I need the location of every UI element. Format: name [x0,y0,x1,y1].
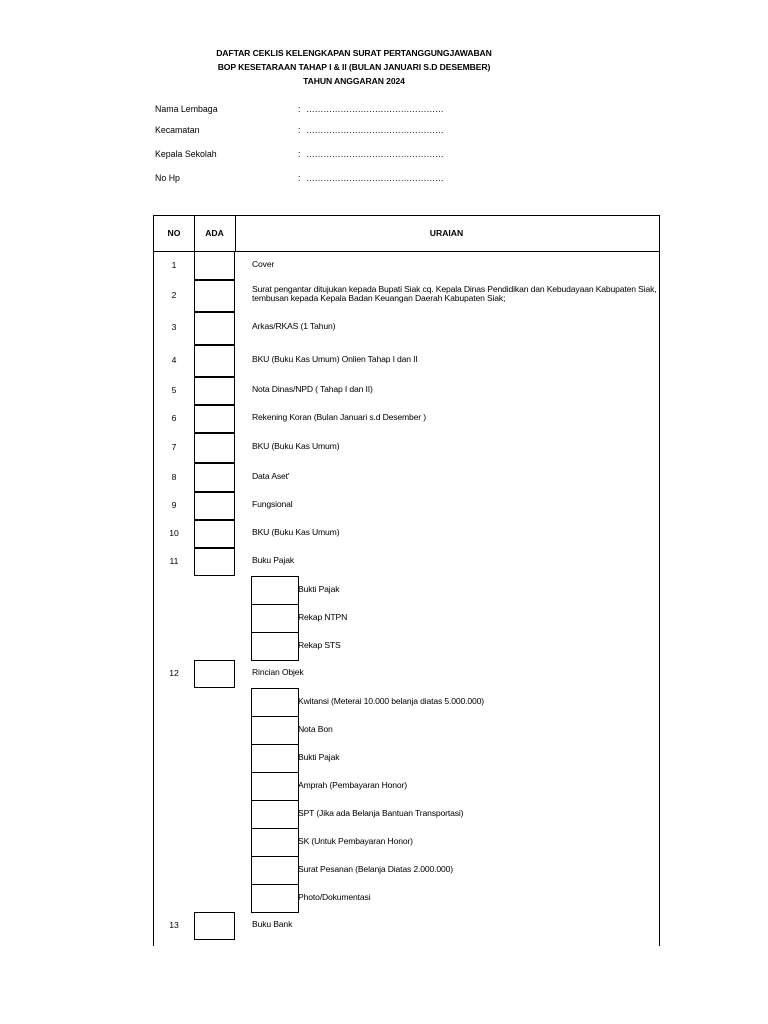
field-label-kecamatan: Kecamatan [155,125,200,135]
sub-item-label: Rekap STS [298,640,341,650]
row-number: 12 [169,668,179,678]
checkbox-ada[interactable] [194,405,235,433]
field-label-kepala-sekolah: Kepala Sekolah [155,149,217,159]
field-value-kecamatan[interactable]: ………………………………………… [306,125,444,135]
row-description: BKU (Buku Kas Umum) [252,527,340,537]
sub-item-label: Bukti Pajak [298,752,340,762]
row-description: Rincian Objek [252,667,304,677]
column-header-ada: ADA [205,228,224,238]
checkbox-ada[interactable] [194,912,235,940]
sub-checkbox[interactable] [251,828,299,857]
document-title-line-1: DAFTAR CEKLIS KELENGKAPAN SURAT PERTANGGUNGJAWABAN [216,48,492,58]
checkbox-ada[interactable] [194,548,235,576]
sub-checkbox[interactable] [251,744,299,773]
sub-item-label: Surat Pesanan (Belanja Diatas 2.000.000) [298,864,453,874]
document-title-line-3: TAHUN ANGGARAN 2024 [303,76,405,86]
row-number: 1 [171,260,177,270]
checkbox-ada[interactable] [194,312,235,345]
checkbox-ada[interactable] [194,520,235,548]
checkbox-ada[interactable] [194,345,235,377]
field-value-nama-lembaga[interactable]: ………………………………………… [306,104,444,114]
checkbox-ada[interactable] [194,433,235,463]
row-number: 9 [171,500,177,510]
checkbox-ada[interactable] [194,377,235,405]
sub-checkbox[interactable] [251,576,299,605]
sub-item-label: Kwitansi (Meterai 10.000 belanja diatas 5.000.000) [298,696,484,706]
sub-item-label: Amprah (Pembayaran Honor) [298,780,407,790]
checkbox-ada[interactable] [194,492,235,520]
sub-checkbox[interactable] [251,604,299,633]
sub-item-label: Nota Bon [298,724,333,734]
sub-checkbox[interactable] [251,688,299,717]
field-label-no-hp: No Hp [155,173,180,183]
field-label-nama-lembaga: Nama Lembaga [155,104,218,114]
row-number: 6 [171,413,177,423]
field-colon: : [298,173,301,183]
sub-checkbox[interactable] [251,632,299,661]
checkbox-ada[interactable] [194,251,235,280]
field-colon: : [298,125,301,135]
field-value-kepala-sekolah[interactable]: ………………………………………… [306,149,444,159]
row-number: 5 [171,385,177,395]
row-description: BKU (Buku Kas Umum) Onlien Tahap I dan II [252,354,418,364]
row-description: Nota Dinas/NPD ( Tahap I dan II) [252,384,373,394]
field-colon: : [298,104,301,114]
row-description: Cover [252,259,275,269]
sub-checkbox[interactable] [251,800,299,829]
row-description: Buku Pajak [252,555,294,565]
row-description: BKU (Buku Kas Umum) [252,441,340,451]
sub-item-label: Bukti Pajak [298,584,340,594]
sub-checkbox[interactable] [251,884,299,913]
checkbox-ada[interactable] [194,280,235,312]
sub-item-label: Rekap NTPN [298,612,348,622]
field-colon: : [298,149,301,159]
sub-item-label: SK (Untuk Pembayaran Honor) [298,836,413,846]
sub-checkbox[interactable] [251,772,299,801]
checkbox-ada[interactable] [194,463,235,492]
row-description-continued: tembusan kepada Kepala Badan Keuangan Daerah Kabupaten Siak; [252,293,506,303]
row-number: 4 [171,355,177,365]
document-title-line-2: BOP KESETARAAN TAHAP I & II (BULAN JANUARI S.D DESEMBER) [217,62,491,72]
row-number: 11 [169,556,179,566]
checkbox-ada[interactable] [194,660,235,688]
row-description: Arkas/RKAS (1 Tahun) [252,321,336,331]
sub-item-label: SPT (Jika ada Belanja Bantuan Transportasi) [298,808,464,818]
row-number: 13 [169,920,179,930]
sub-checkbox[interactable] [251,856,299,885]
row-description: Rekening Koran (Bulan Januari s.d Desember ) [252,412,426,422]
sub-checkbox[interactable] [251,716,299,745]
row-number: 8 [171,472,177,482]
column-header-uraian: URAIAN [429,228,464,238]
field-value-no-hp[interactable]: ………………………………………… [306,173,444,183]
row-number: 10 [169,528,179,538]
row-description: Surat pengantar ditujukan kepada Bupati Siak cq. Kepala Dinas Pendidikan dan Kebudayaan Kabupaten Siak, [252,284,657,294]
row-number: 2 [171,290,177,300]
row-description: Data Aset' [252,471,290,481]
row-number: 7 [171,442,177,452]
row-number: 3 [171,322,177,332]
sub-item-label: Photo/Dokumentasi [298,892,371,902]
column-header-no: NO [167,228,181,238]
row-description: Fungsional [252,499,293,509]
row-description: Buku Bank [252,919,293,929]
